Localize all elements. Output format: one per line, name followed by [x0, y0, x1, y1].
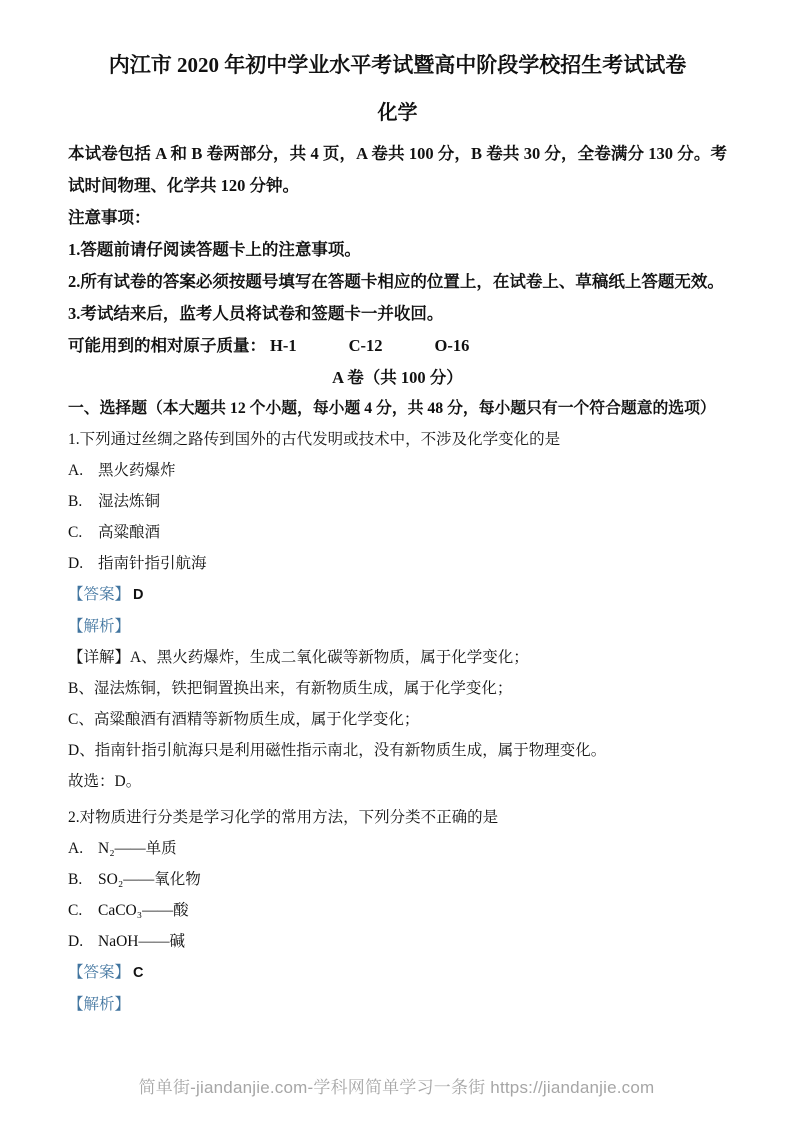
- answer-tag: 【答案】: [68, 586, 131, 603]
- question-1-option-a: [68, 455, 727, 486]
- option-text: 指南针指引航海: [98, 555, 207, 572]
- document-title: 内江市 2020 年初中学业水平考试暨高中阶段学校招生考试试卷: [108, 53, 687, 77]
- watermark-footer: 简单街-jiandanjie.com-学科网简单学习一条街 https://jiandanjie.com: [138, 1078, 655, 1097]
- answer-letter: C: [133, 965, 144, 981]
- option-text: N₂——单质: [98, 840, 177, 857]
- answer-letter: D: [133, 587, 144, 603]
- option-label: D.: [68, 933, 84, 950]
- atomic-mass-label: 可能用到的相对原子质量：: [68, 336, 266, 355]
- question-2-option-d: [68, 926, 727, 957]
- question-2-stem: 2.对物质进行分类是学习化学的常用方法，下列分类不正确的是: [68, 809, 499, 826]
- question-2-option-c: [68, 895, 727, 926]
- question-1-analysis-line: [68, 611, 727, 642]
- option-text: CaCO₃——酸: [98, 902, 189, 919]
- notice-item-1: 1.答题前请仔阅读答题卡上的注意事项。: [68, 240, 361, 259]
- option-text: NaOH——碱: [98, 933, 185, 950]
- option-label: C.: [68, 524, 83, 541]
- question-1-detail-3: C、高粱酿酒有酒精等新物质生成，属于化学变化；: [68, 711, 420, 728]
- question-2-answer-line: [68, 957, 727, 989]
- front-matter: [68, 138, 727, 394]
- atomic-mass-h: H-1: [270, 336, 297, 355]
- atomic-mass-c: C-12: [348, 336, 383, 355]
- question-2-option-b: [68, 864, 727, 895]
- option-text: SO₂——氧化物: [98, 871, 201, 888]
- question-2: [68, 802, 727, 1020]
- atomic-mass-o: O-16: [434, 336, 470, 355]
- exam-intro-paragraph: 本试卷包括 A 和 B 卷两部分，共 4 页，A 卷共 100 分，B 卷共 30 分，全卷满分 130 分。考试时间物理、化学共 120 分钟。: [68, 144, 727, 195]
- part-one-heading: 一、选择题（本大题共 12 个小题，每小题 4 分，共 48 分，每小题只有一个符合题意的选项）: [68, 400, 716, 417]
- question-2-option-a: [68, 833, 727, 864]
- question-1-option-d: [68, 548, 727, 579]
- option-text: 黑火药爆炸: [98, 462, 176, 479]
- option-text: 湿法炼铜: [98, 493, 161, 510]
- analysis-tag: 【解析】: [68, 618, 131, 635]
- answer-tag: 【答案】: [68, 964, 131, 981]
- document-subject: 化学: [377, 102, 418, 124]
- question-1: [68, 424, 727, 797]
- option-label: B.: [68, 871, 83, 888]
- question-1-detail-2: B、湿法炼铜，铁把铜置换出来，有新物质生成，属于化学变化；: [68, 680, 513, 697]
- question-1-option-c: [68, 517, 727, 548]
- option-label: B.: [68, 493, 83, 510]
- notice-item-2: 2.所有试卷的答案必须按题号填写在答题卡相应的位置上，在试卷上、草稿纸上答题无效。: [68, 272, 724, 291]
- section-a-heading: A 卷（共 100 分）: [332, 368, 463, 387]
- question-1-answer-line: [68, 579, 727, 611]
- option-label: A.: [68, 840, 84, 857]
- question-1-conclusion: 故选：D。: [68, 773, 142, 790]
- option-label: A.: [68, 462, 84, 479]
- question-1-detail-4: D、指南针指引航海只是利用磁性指示南北，没有新物质生成，属于物理变化。: [68, 742, 607, 759]
- notice-heading: 注意事项：: [68, 208, 151, 227]
- option-label: C.: [68, 902, 83, 919]
- questions-area: [68, 424, 727, 1020]
- option-text: 高粱酿酒: [98, 524, 161, 541]
- question-1-detail-1: 【详解】A、黑火药爆炸，生成二氧化碳等新物质，属于化学变化；: [68, 649, 529, 666]
- analysis-tag: 【解析】: [68, 996, 131, 1013]
- option-label: D.: [68, 555, 84, 572]
- question-2-analysis-line: [68, 989, 727, 1020]
- question-1-option-b: [68, 486, 727, 517]
- question-1-stem: 1.下列通过丝绸之路传到国外的古代发明或技术中，不涉及化学变化的是: [68, 431, 561, 448]
- atomic-mass-line: [68, 330, 727, 362]
- notice-item-3: 3.考试结来后，监考人员将试卷和签题卡一并收回。: [68, 304, 444, 323]
